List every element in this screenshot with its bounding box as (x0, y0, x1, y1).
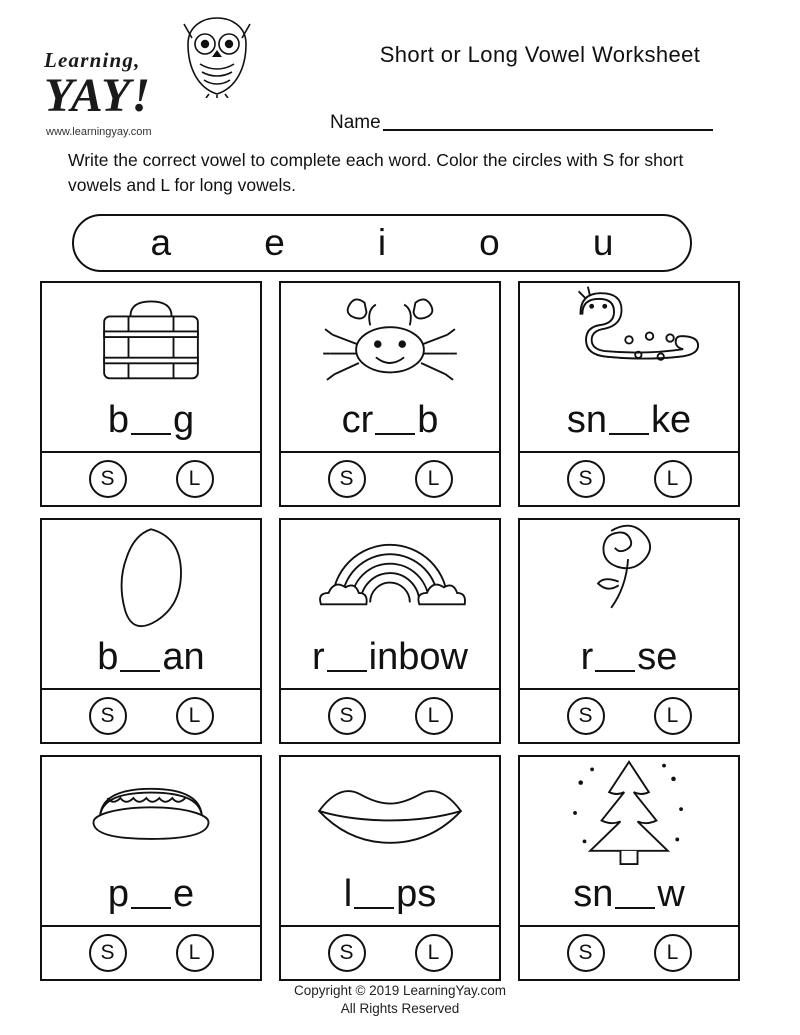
vowel-blank[interactable] (120, 642, 160, 672)
short-long-choice (42, 451, 260, 505)
name-label: Name (330, 112, 381, 133)
word-suffix: se (637, 635, 678, 678)
owl-icon (178, 14, 256, 98)
worksheet-item (40, 281, 262, 507)
footer (0, 982, 800, 1018)
word-prompt (42, 393, 260, 451)
worksheet-item (279, 755, 501, 981)
word-suffix: w (657, 872, 685, 915)
long-circle[interactable]: L (415, 460, 453, 498)
short-long-choice (281, 451, 499, 505)
lips-icon (281, 757, 499, 867)
word-suffix: b (417, 398, 439, 441)
word-prefix: sn (573, 872, 614, 915)
short-long-choice (42, 925, 260, 979)
short-long-choice (520, 688, 738, 742)
short-circle[interactable]: S (328, 460, 366, 498)
word-prefix: p (107, 872, 129, 915)
word-prefix: b (97, 635, 119, 678)
vowel-blank[interactable] (609, 405, 649, 435)
worksheet-item (279, 518, 501, 744)
crab-icon (281, 283, 499, 393)
name-field-row (330, 112, 760, 134)
long-circle[interactable]: L (654, 697, 692, 735)
worksheet-grid (40, 281, 760, 981)
word-prompt (42, 630, 260, 688)
long-circle[interactable]: L (176, 697, 214, 735)
short-circle[interactable]: S (89, 934, 127, 972)
word-prompt (281, 630, 499, 688)
long-circle[interactable]: L (415, 697, 453, 735)
word-suffix: g (173, 398, 195, 441)
short-circle[interactable]: S (328, 697, 366, 735)
long-circle[interactable]: L (415, 934, 453, 972)
logo-text-yay: YAY! (44, 69, 152, 122)
vowel-blank[interactable] (595, 642, 635, 672)
copyright-line: Copyright © 2019 LearningYay.com (293, 983, 507, 998)
vowel-option-u: u (592, 222, 614, 263)
logo (38, 14, 268, 144)
vowel-option-i: i (377, 222, 387, 263)
vowel-blank[interactable] (354, 879, 394, 909)
worksheet-item (279, 281, 501, 507)
word-suffix: an (162, 635, 205, 678)
logo-url: www.learningyay.com (46, 126, 152, 138)
word-prompt (520, 393, 738, 451)
word-suffix: e (173, 872, 195, 915)
page-header (0, 0, 800, 148)
worksheet-item (518, 518, 740, 744)
long-circle[interactable]: L (176, 460, 214, 498)
short-circle[interactable]: S (89, 697, 127, 735)
vowel-reference-box (72, 214, 692, 272)
instructions-text: Write the correct vowel to complete each word. Color the circles with S for short vowels and L for long vowels. (68, 150, 684, 195)
word-prefix: r (580, 635, 594, 678)
vowel-blank[interactable] (131, 405, 171, 435)
long-circle[interactable]: L (654, 934, 692, 972)
page-title: Short or Long Vowel Worksheet (379, 42, 701, 67)
short-long-choice (281, 688, 499, 742)
word-prefix: cr (341, 398, 374, 441)
short-circle[interactable]: S (567, 460, 605, 498)
word-prefix: b (107, 398, 129, 441)
bean-icon (42, 520, 260, 630)
vowel-blank[interactable] (615, 879, 655, 909)
worksheet-item (40, 755, 262, 981)
worksheet-item (518, 281, 740, 507)
word-prompt (281, 393, 499, 451)
word-prompt (42, 867, 260, 925)
rights-line: All Rights Reserved (340, 1001, 460, 1016)
short-long-choice (281, 925, 499, 979)
vowel-blank[interactable] (375, 405, 415, 435)
suitcase-icon (42, 283, 260, 393)
word-prompt (520, 630, 738, 688)
word-prefix: l (343, 872, 353, 915)
short-circle[interactable]: S (567, 697, 605, 735)
word-prefix: sn (566, 398, 607, 441)
rose-icon (520, 520, 738, 630)
pie-icon (42, 757, 260, 867)
vowel-option-o: o (479, 222, 500, 263)
short-circle[interactable]: S (89, 460, 127, 498)
vowel-option-e: e (264, 222, 285, 263)
short-long-choice (42, 688, 260, 742)
short-long-choice (520, 925, 738, 979)
long-circle[interactable]: L (654, 460, 692, 498)
vowel-blank[interactable] (327, 642, 367, 672)
word-suffix: ke (651, 398, 692, 441)
word-prefix: r (312, 635, 325, 678)
vowel-blank[interactable] (131, 879, 171, 909)
short-circle[interactable]: S (567, 934, 605, 972)
rainbow-icon (281, 520, 499, 630)
vowel-option-a: a (150, 222, 172, 263)
short-long-choice (520, 451, 738, 505)
logo-text-learning: Learning, (44, 48, 141, 72)
name-input-line[interactable] (383, 129, 713, 131)
worksheet-item (40, 518, 262, 744)
worksheet-item (518, 755, 740, 981)
word-prompt (520, 867, 738, 925)
long-circle[interactable]: L (176, 934, 214, 972)
word-prompt (281, 867, 499, 925)
short-circle[interactable]: S (328, 934, 366, 972)
snow-tree-icon (520, 757, 738, 867)
word-suffix: ps (396, 872, 437, 915)
word-suffix: inbow (368, 635, 468, 678)
snake-icon (520, 283, 738, 393)
